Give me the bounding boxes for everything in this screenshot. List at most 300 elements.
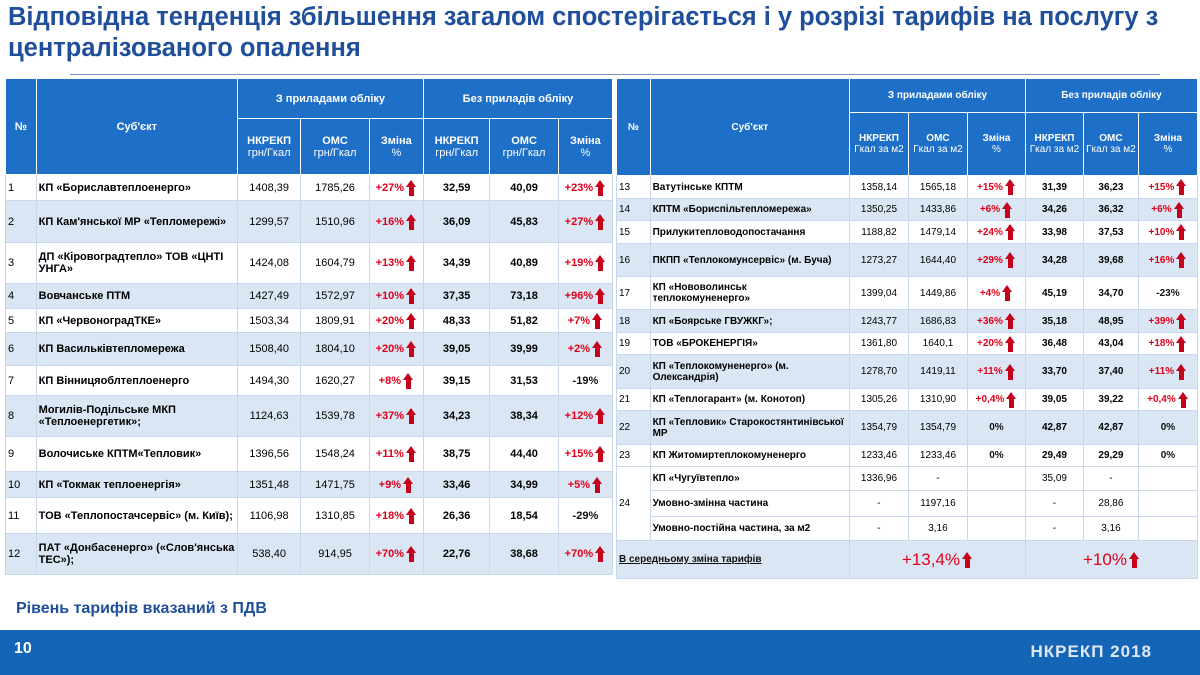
row-number: 13 bbox=[617, 176, 651, 199]
change-cell bbox=[369, 284, 423, 309]
without-meters-header: Без приладів обліку bbox=[423, 79, 612, 119]
oms-value: 1804,10 bbox=[301, 333, 369, 366]
change-cell bbox=[1138, 445, 1197, 467]
change-value: +11% bbox=[977, 366, 1003, 377]
change-cell bbox=[967, 277, 1025, 310]
change-value: +0,4% bbox=[1147, 394, 1176, 405]
change-cell bbox=[369, 437, 423, 472]
change-cell bbox=[558, 333, 612, 366]
oms-value: 18,54 bbox=[490, 498, 558, 534]
oms-value: 28,86 bbox=[1083, 491, 1138, 517]
nkrekp-value: 22,76 bbox=[423, 534, 489, 575]
change-cell bbox=[369, 201, 423, 243]
nkrekp-value: 1399,04 bbox=[849, 277, 908, 310]
oms-header: ОМС грн/Гкал bbox=[301, 119, 369, 175]
nkrekp-value: 1350,25 bbox=[849, 199, 908, 221]
average-without-value: +10% bbox=[1083, 549, 1127, 569]
nkrekp-value: 34,23 bbox=[423, 396, 489, 437]
table-row bbox=[6, 396, 613, 437]
nkrekp-value: 1494,30 bbox=[237, 366, 300, 396]
subject-name: КП «Теплокомуненерго» (м. Олександрія) bbox=[650, 355, 849, 389]
subject-name: КП Вінницяоблтеплоенерго bbox=[36, 366, 237, 396]
nkrekp-value: 39,15 bbox=[423, 366, 489, 396]
change-cell bbox=[558, 201, 612, 243]
oms-value: 1565,18 bbox=[908, 176, 967, 199]
up-arrow-icon bbox=[406, 546, 417, 562]
change-cell bbox=[967, 517, 1025, 541]
change-value: +10% bbox=[375, 290, 405, 302]
change-cell bbox=[558, 534, 612, 575]
up-arrow-icon bbox=[1002, 285, 1013, 301]
change-value: +70% bbox=[375, 548, 405, 560]
table-row bbox=[617, 389, 1198, 411]
oms-value: 1233,46 bbox=[908, 445, 967, 467]
oms-value: 1548,24 bbox=[301, 437, 369, 472]
nkrekp-value: - bbox=[1025, 491, 1083, 517]
row-number: 14 bbox=[617, 199, 651, 221]
oms-value: 31,53 bbox=[490, 366, 558, 396]
oms-value: 36,32 bbox=[1083, 199, 1138, 221]
subject-name: КПТМ «Бориспільтепломережа» bbox=[650, 199, 849, 221]
change-cell bbox=[1138, 176, 1197, 199]
oms-value: 1620,27 bbox=[301, 366, 369, 396]
nkrekp-value: 31,39 bbox=[1025, 176, 1083, 199]
change-header: Зміна % bbox=[1138, 113, 1197, 176]
change-value: +27% bbox=[564, 215, 594, 228]
table-row bbox=[6, 472, 613, 498]
up-arrow-icon bbox=[406, 408, 417, 424]
change-value: -29% bbox=[572, 509, 599, 522]
change-value: -19% bbox=[572, 374, 599, 387]
change-cell bbox=[967, 310, 1025, 333]
oms-value: 34,99 bbox=[490, 472, 558, 498]
change-value: +9% bbox=[378, 478, 401, 491]
nkrekp-value: 34,39 bbox=[423, 243, 489, 284]
change-cell bbox=[967, 445, 1025, 467]
change-value: 0% bbox=[1160, 422, 1176, 433]
up-arrow-icon bbox=[406, 255, 417, 271]
page-number: 10 bbox=[14, 640, 32, 657]
change-cell bbox=[369, 534, 423, 575]
nkrekp-value: 45,19 bbox=[1025, 277, 1083, 310]
oms-value: 1510,96 bbox=[301, 201, 369, 243]
table-row bbox=[6, 309, 613, 333]
up-arrow-icon bbox=[1005, 364, 1016, 380]
change-value: +20% bbox=[375, 314, 405, 327]
change-cell bbox=[1138, 491, 1197, 517]
up-arrow-icon bbox=[1176, 364, 1187, 380]
vat-note: Рівень тарифів вказаний з ПДВ bbox=[16, 600, 267, 617]
up-arrow-icon bbox=[1005, 252, 1016, 268]
table-row bbox=[617, 176, 1198, 199]
up-arrow-icon bbox=[962, 552, 973, 568]
oms-value: - bbox=[1083, 467, 1138, 491]
up-arrow-icon bbox=[1176, 336, 1187, 352]
oms-value: 3,16 bbox=[908, 517, 967, 541]
row-number: 8 bbox=[6, 396, 37, 437]
change-value: +12% bbox=[564, 410, 594, 422]
table-row bbox=[617, 355, 1198, 389]
nkrekp-value: 29,49 bbox=[1025, 445, 1083, 467]
change-cell bbox=[369, 366, 423, 396]
change-value: +2% bbox=[567, 343, 591, 355]
oms-value: 36,23 bbox=[1083, 176, 1138, 199]
oms-value: 1479,14 bbox=[908, 221, 967, 244]
oms-value: 1686,83 bbox=[908, 310, 967, 333]
row-number: 2 bbox=[6, 201, 37, 243]
with-meters-header: З приладами обліку bbox=[849, 79, 1025, 113]
up-arrow-icon bbox=[595, 288, 606, 304]
oms-value: 38,34 bbox=[490, 396, 558, 437]
row-number: 24 bbox=[617, 467, 651, 541]
table-row bbox=[617, 517, 1198, 541]
oms-value: 37,53 bbox=[1083, 221, 1138, 244]
average-without-meters bbox=[1025, 541, 1197, 579]
oms-value: 1197,16 bbox=[908, 491, 967, 517]
footer-bar bbox=[0, 630, 1200, 675]
change-value: +70% bbox=[564, 548, 594, 560]
change-value: +20% bbox=[375, 343, 405, 355]
footer-brand: НКРЕКП 2018 bbox=[1030, 642, 1152, 661]
change-value: +36% bbox=[977, 315, 1003, 327]
nkrekp-value: 1273,27 bbox=[849, 244, 908, 277]
change-value: +39% bbox=[1148, 315, 1175, 327]
table-row bbox=[6, 243, 613, 284]
nkrekp-value: - bbox=[1025, 517, 1083, 541]
nkrekp-header: НКРЕКП Гкал за м2 bbox=[1025, 113, 1083, 176]
oms-value: 1539,78 bbox=[301, 396, 369, 437]
change-cell bbox=[558, 243, 612, 284]
up-arrow-icon bbox=[595, 408, 606, 424]
row-number: 22 bbox=[617, 411, 651, 445]
row-number: 23 bbox=[617, 445, 651, 467]
oms-value: 914,95 bbox=[301, 534, 369, 575]
subject-name: КП «Чугуївтепло» bbox=[650, 467, 849, 491]
oms-value: - bbox=[908, 467, 967, 491]
oms-value: 48,95 bbox=[1083, 310, 1138, 333]
change-cell bbox=[558, 175, 612, 201]
change-cell bbox=[1138, 467, 1197, 491]
up-arrow-icon bbox=[592, 341, 603, 357]
subject-name: ТОВ «БРОКЕНЕРГІЯ» bbox=[650, 333, 849, 355]
table-row bbox=[6, 498, 613, 534]
oms-value: 40,89 bbox=[490, 243, 558, 284]
change-value: 0% bbox=[1160, 450, 1176, 461]
oms-value: 29,29 bbox=[1083, 445, 1138, 467]
nkrekp-value: 1233,46 bbox=[849, 445, 908, 467]
nkrekp-value: 26,36 bbox=[423, 498, 489, 534]
subject-name: КП «Нововолинськ теплокомуненерго» bbox=[650, 277, 849, 310]
row-number: 6 bbox=[6, 333, 37, 366]
change-value: +23% bbox=[564, 181, 594, 194]
table-row bbox=[6, 366, 613, 396]
subject-name: ПАТ «Донбасенерго» («Слов'янська ТЕС»); bbox=[36, 534, 237, 575]
page-title: Відповідна тенденція збільшення загалом спостерігається і у розрізі тарифів на послугу з централізованого опалення bbox=[8, 3, 1159, 62]
nkrekp-value: 32,59 bbox=[423, 175, 489, 201]
change-cell bbox=[967, 467, 1025, 491]
average-label: В середньому зміна тарифів bbox=[617, 541, 850, 579]
table-row bbox=[6, 437, 613, 472]
change-header: Зміна % bbox=[967, 113, 1025, 176]
table-row bbox=[617, 221, 1198, 244]
up-arrow-icon bbox=[595, 546, 606, 562]
row-number: 12 bbox=[6, 534, 37, 575]
row-number: 16 bbox=[617, 244, 651, 277]
nkrekp-value: 538,40 bbox=[237, 534, 300, 575]
change-cell bbox=[558, 309, 612, 333]
nkrekp-value: 34,26 bbox=[1025, 199, 1083, 221]
average-row bbox=[617, 541, 1198, 579]
nkrekp-header: НКРЕКП Гкал за м2 bbox=[849, 113, 908, 176]
oms-value: 51,82 bbox=[490, 309, 558, 333]
change-cell bbox=[1138, 411, 1197, 445]
change-cell bbox=[967, 355, 1025, 389]
up-arrow-icon bbox=[406, 214, 417, 230]
change-cell bbox=[369, 333, 423, 366]
oms-value: 40,09 bbox=[490, 175, 558, 201]
change-cell bbox=[369, 498, 423, 534]
up-arrow-icon bbox=[406, 313, 417, 329]
table-row bbox=[6, 175, 613, 201]
oms-value: 42,87 bbox=[1083, 411, 1138, 445]
subject-name: Вовчанське ПТМ bbox=[36, 284, 237, 309]
table-row bbox=[617, 467, 1198, 491]
change-header: Зміна % bbox=[558, 119, 612, 175]
oms-header: ОМС Гкал за м2 bbox=[908, 113, 967, 176]
change-value: +19% bbox=[564, 257, 594, 269]
nkrekp-value: 1361,80 bbox=[849, 333, 908, 355]
nkrekp-value: 1243,77 bbox=[849, 310, 908, 333]
change-value: +10% bbox=[1148, 226, 1175, 238]
change-value: +27% bbox=[375, 181, 405, 194]
change-cell bbox=[558, 437, 612, 472]
up-arrow-icon bbox=[403, 477, 414, 493]
nkrekp-value: 1299,57 bbox=[237, 201, 300, 243]
nkrekp-value: 1351,48 bbox=[237, 472, 300, 498]
oms-value: 1471,75 bbox=[301, 472, 369, 498]
change-cell bbox=[967, 244, 1025, 277]
row-number: 15 bbox=[617, 221, 651, 244]
oms-value: 34,70 bbox=[1083, 277, 1138, 310]
tariff-table-left bbox=[5, 78, 613, 575]
nkrekp-value: 39,05 bbox=[1025, 389, 1083, 411]
up-arrow-icon bbox=[1176, 179, 1187, 195]
subject-name: КП «Тепловик» Старокостянтинівської МР bbox=[650, 411, 849, 445]
oms-value: 1310,90 bbox=[908, 389, 967, 411]
nkrekp-value: 1408,39 bbox=[237, 175, 300, 201]
table-row bbox=[617, 310, 1198, 333]
change-value: +24% bbox=[977, 226, 1003, 238]
nkrekp-value: 1354,79 bbox=[849, 411, 908, 445]
oms-value: 44,40 bbox=[490, 437, 558, 472]
change-value: +6% bbox=[979, 204, 1001, 215]
nkrekp-value: 1358,14 bbox=[849, 176, 908, 199]
oms-value: 39,99 bbox=[490, 333, 558, 366]
nkrekp-value: 39,05 bbox=[423, 333, 489, 366]
change-cell bbox=[1138, 333, 1197, 355]
nkrekp-value: 1305,26 bbox=[849, 389, 908, 411]
table-row bbox=[617, 445, 1198, 467]
row-number: 17 bbox=[617, 277, 651, 310]
up-arrow-icon bbox=[1176, 313, 1187, 329]
change-value: 0% bbox=[989, 422, 1004, 433]
change-cell bbox=[967, 221, 1025, 244]
oms-value: 1449,86 bbox=[908, 277, 967, 310]
change-cell bbox=[369, 243, 423, 284]
change-cell bbox=[967, 411, 1025, 445]
change-value: +11% bbox=[1148, 366, 1175, 377]
subject-name: КП «Токмак теплоенергія» bbox=[36, 472, 237, 498]
nkrekp-header: НКРЕКП грн/Гкал bbox=[237, 119, 300, 175]
nkrekp-value: 33,70 bbox=[1025, 355, 1083, 389]
col-subject-header: Суб'єкт bbox=[36, 79, 237, 175]
oms-value: 38,68 bbox=[490, 534, 558, 575]
change-cell bbox=[1138, 355, 1197, 389]
subject-name: КП «ЧервоноградТКЕ» bbox=[36, 309, 237, 333]
up-arrow-icon bbox=[1178, 392, 1189, 408]
change-cell bbox=[1138, 221, 1197, 244]
oms-value: 1809,91 bbox=[301, 309, 369, 333]
nkrekp-value: 38,75 bbox=[423, 437, 489, 472]
change-cell bbox=[558, 472, 612, 498]
up-arrow-icon bbox=[595, 255, 606, 271]
up-arrow-icon bbox=[592, 477, 603, 493]
nkrekp-value: 42,87 bbox=[1025, 411, 1083, 445]
table-row bbox=[617, 411, 1198, 445]
nkrekp-value: 1278,70 bbox=[849, 355, 908, 389]
up-arrow-icon bbox=[1006, 392, 1017, 408]
subject-name: Могилів-Подільське МКП «Теплоенергетик»; bbox=[36, 396, 237, 437]
subject-name: Умовно-постійна частина, за м2 bbox=[650, 517, 849, 541]
table-row bbox=[617, 277, 1198, 310]
subject-name: Волочиське КПТМ«Тепловик» bbox=[36, 437, 237, 472]
change-value: +5% bbox=[567, 478, 591, 491]
table-row bbox=[617, 491, 1198, 517]
row-number: 21 bbox=[617, 389, 651, 411]
oms-value: 39,68 bbox=[1083, 244, 1138, 277]
subject-name: КП «Теплогарант» (м. Конотоп) bbox=[650, 389, 849, 411]
oms-header: ОМС грн/Гкал bbox=[490, 119, 558, 175]
up-arrow-icon bbox=[406, 446, 417, 462]
subject-name: ТОВ «Теплопостачсервіс» (м. Київ); bbox=[36, 498, 237, 534]
oms-value: 73,18 bbox=[490, 284, 558, 309]
nkrekp-value: 1188,82 bbox=[849, 221, 908, 244]
nkrekp-value: 1424,08 bbox=[237, 243, 300, 284]
up-arrow-icon bbox=[406, 180, 417, 196]
col-no-header: № bbox=[617, 79, 651, 176]
change-value: +11% bbox=[375, 448, 404, 460]
subject-name: КП Васильківтепломережа bbox=[36, 333, 237, 366]
up-arrow-icon bbox=[1005, 224, 1016, 240]
change-value: +8% bbox=[378, 374, 401, 387]
change-value: +7% bbox=[567, 314, 591, 327]
table-row bbox=[6, 201, 613, 243]
up-arrow-icon bbox=[1005, 336, 1016, 352]
change-cell bbox=[369, 472, 423, 498]
row-number: 20 bbox=[617, 355, 651, 389]
up-arrow-icon bbox=[403, 373, 414, 389]
nkrekp-value: 33,46 bbox=[423, 472, 489, 498]
table-row bbox=[617, 333, 1198, 355]
oms-value: 1354,79 bbox=[908, 411, 967, 445]
up-arrow-icon bbox=[1002, 202, 1013, 218]
subject-name: ПКПП «Теплокомунсервіс» (м. Буча) bbox=[650, 244, 849, 277]
change-cell bbox=[1138, 199, 1197, 221]
nkrekp-value: 35,09 bbox=[1025, 467, 1083, 491]
oms-value: 1604,79 bbox=[301, 243, 369, 284]
oms-value: 45,83 bbox=[490, 201, 558, 243]
nkrekp-value: 1427,49 bbox=[237, 284, 300, 309]
change-cell bbox=[967, 333, 1025, 355]
change-value: +29% bbox=[977, 254, 1003, 266]
row-number: 5 bbox=[6, 309, 37, 333]
change-header: Зміна % bbox=[369, 119, 423, 175]
tariff-table-right bbox=[616, 78, 1198, 579]
change-cell bbox=[1138, 389, 1197, 411]
row-number: 10 bbox=[6, 472, 37, 498]
nkrekp-value: 1503,34 bbox=[237, 309, 300, 333]
change-value: +18% bbox=[375, 509, 405, 522]
up-arrow-icon bbox=[406, 341, 417, 357]
nkrekp-value: 35,18 bbox=[1025, 310, 1083, 333]
change-cell bbox=[967, 176, 1025, 199]
change-value: +6% bbox=[1151, 204, 1172, 215]
nkrekp-value: 36,09 bbox=[423, 201, 489, 243]
change-cell bbox=[967, 389, 1025, 411]
up-arrow-icon bbox=[592, 313, 603, 329]
table-row bbox=[617, 199, 1198, 221]
subject-name: КП «Боярське ГВУЖКГ»; bbox=[650, 310, 849, 333]
up-arrow-icon bbox=[1005, 179, 1016, 195]
change-cell bbox=[558, 366, 612, 396]
with-meters-header: З приладами обліку bbox=[237, 79, 423, 119]
subject-name: Ватутінське КПТМ bbox=[650, 176, 849, 199]
nkrekp-value: 48,33 bbox=[423, 309, 489, 333]
up-arrow-icon bbox=[595, 180, 606, 196]
change-value: +37% bbox=[375, 410, 405, 422]
change-value: +15% bbox=[977, 181, 1003, 193]
table-row bbox=[6, 333, 613, 366]
change-cell bbox=[369, 396, 423, 437]
change-cell bbox=[558, 284, 612, 309]
oms-value: 1433,86 bbox=[908, 199, 967, 221]
without-meters-header: Без приладів обліку bbox=[1025, 79, 1197, 113]
nkrekp-value: 1336,96 bbox=[849, 467, 908, 491]
change-cell bbox=[558, 498, 612, 534]
up-arrow-icon bbox=[1005, 313, 1016, 329]
oms-value: 3,16 bbox=[1083, 517, 1138, 541]
nkrekp-value: 1106,98 bbox=[237, 498, 300, 534]
subject-name: ДП «Кіровоградтепло» ТОВ «ЦНТІ УНГА» bbox=[36, 243, 237, 284]
average-with-meters bbox=[849, 541, 1025, 579]
nkrekp-value: 1124,63 bbox=[237, 396, 300, 437]
change-value: +20% bbox=[977, 338, 1003, 349]
oms-value: 1572,97 bbox=[301, 284, 369, 309]
subject-name: КП Житомиртеплокомуненерго bbox=[650, 445, 849, 467]
change-value: 0% bbox=[989, 450, 1004, 461]
up-arrow-icon bbox=[595, 446, 606, 462]
change-value: +16% bbox=[1148, 254, 1175, 266]
up-arrow-icon bbox=[406, 508, 417, 524]
change-cell bbox=[967, 199, 1025, 221]
up-arrow-icon bbox=[595, 214, 606, 230]
oms-value: 1785,26 bbox=[301, 175, 369, 201]
up-arrow-icon bbox=[1176, 252, 1187, 268]
row-number: 7 bbox=[6, 366, 37, 396]
row-number: 3 bbox=[6, 243, 37, 284]
change-value: +96% bbox=[564, 290, 594, 302]
table-row bbox=[617, 244, 1198, 277]
